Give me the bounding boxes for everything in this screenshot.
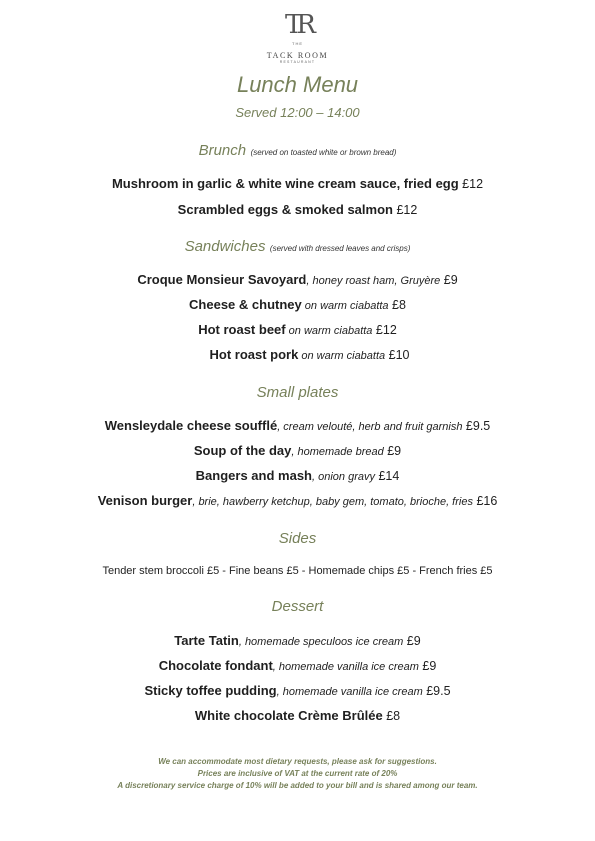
item-description: , brie, hawberry ketchup, baby gem, tomato, brioche, fries	[192, 496, 473, 508]
item-name: Bangers and mash	[195, 468, 312, 483]
menu-item	[0, 202, 595, 217]
item-price: £9	[440, 273, 458, 287]
item-name: Wensleydale cheese soufflé	[104, 418, 278, 433]
item-price: £14	[374, 469, 400, 483]
item-price: £10	[385, 348, 410, 362]
menu-item	[0, 443, 595, 458]
item-description: , homemade speculoos ice cream	[238, 636, 404, 648]
menu-item	[0, 297, 595, 312]
footer-vat-note: Prices are inclusive of VAT at the current rate of 20%	[197, 769, 398, 778]
item-name: Sticky toffee pudding	[144, 683, 277, 698]
menu-item	[0, 176, 595, 191]
item-description: , honey roast ham, Gruyère	[306, 275, 441, 287]
item-name: Soup of the day	[193, 443, 292, 458]
logo-the: THE	[292, 41, 303, 46]
menu-item	[0, 322, 595, 337]
logo-monogram: TR	[285, 10, 310, 40]
item-description: , homemade vanilla ice cream	[272, 661, 419, 673]
item-name: Scrambled eggs & smoked salmon	[177, 202, 393, 217]
item-price: £9	[403, 634, 421, 648]
item-price: £12	[458, 177, 484, 191]
item-description: , cream velouté, herb and fruit garnish	[277, 421, 463, 433]
footer-dietary-note: We can accommodate most dietary requests, please ask for suggestions.	[158, 757, 437, 766]
logo-name: TACK ROOM	[266, 51, 329, 60]
section-heading-dessert	[0, 598, 595, 616]
section-note: (served on toasted white or brown bread)	[250, 148, 397, 157]
menu-item	[0, 683, 595, 698]
menu-title: Lunch Menu	[236, 72, 359, 97]
footer-service-charge-note: A discretionary service charge of 10% will be added to your bill and is shared among our team.	[117, 781, 478, 790]
menu-item	[0, 633, 595, 648]
item-description: on warm ciabatta	[301, 300, 389, 312]
item-price: £9	[418, 659, 437, 673]
menu-item	[0, 468, 595, 483]
item-description: , homemade vanilla ice cream	[276, 686, 423, 698]
item-name: Hot roast beef	[198, 322, 286, 337]
menu-item	[0, 493, 595, 508]
logo-subtitle: RESTAURANT	[279, 60, 316, 64]
item-price: £9.5	[462, 419, 491, 433]
item-description: , homemade bread	[291, 446, 384, 458]
sides-list: Tender stem broccoli £5 - Fine beans £5 - Homemade chips £5 - French fries £5	[102, 565, 493, 577]
item-name: Hot roast pork	[209, 347, 299, 362]
menu-item	[12, 347, 595, 362]
section-title: Sides	[278, 530, 317, 547]
service-hours: Served 12:00 – 14:00	[235, 105, 360, 120]
section-title: Sandwiches	[184, 238, 266, 255]
section-heading-sandwiches	[0, 238, 595, 256]
section-heading-small-plates	[0, 384, 595, 402]
menu-item	[0, 272, 595, 287]
item-description: on warm ciabatta	[285, 325, 373, 337]
item-name: Venison burger	[97, 493, 193, 508]
item-name: White chocolate Crème Brûlée	[194, 708, 383, 723]
item-name: Croque Monsieur Savoyard	[137, 272, 307, 287]
item-price: £12	[392, 203, 418, 217]
item-description: on warm ciabatta	[298, 350, 386, 362]
item-price: £16	[472, 494, 498, 508]
section-heading-brunch	[0, 142, 595, 160]
item-name: Mushroom in garlic & white wine cream sauce, fried egg	[111, 176, 459, 191]
restaurant-logo	[0, 10, 595, 65]
section-title: Brunch	[198, 142, 247, 159]
item-description: , onion gravy	[312, 471, 375, 483]
item-price: £8	[388, 298, 406, 312]
item-name: Cheese & chutney	[189, 297, 302, 312]
item-name: Chocolate fondant	[158, 658, 273, 673]
section-title: Dessert	[271, 598, 324, 615]
section-heading-sides	[0, 530, 595, 548]
menu-item	[0, 658, 595, 673]
item-price: £8	[382, 709, 401, 723]
item-price: £9	[383, 444, 402, 458]
section-title: Small plates	[256, 384, 339, 401]
item-price: £9.5	[422, 684, 451, 698]
section-note: (served with dressed leaves and crisps)	[269, 244, 411, 253]
menu-item	[0, 418, 595, 433]
item-name: Tarte Tatin	[174, 633, 239, 648]
menu-item	[0, 708, 595, 723]
item-price: £12	[372, 323, 397, 337]
